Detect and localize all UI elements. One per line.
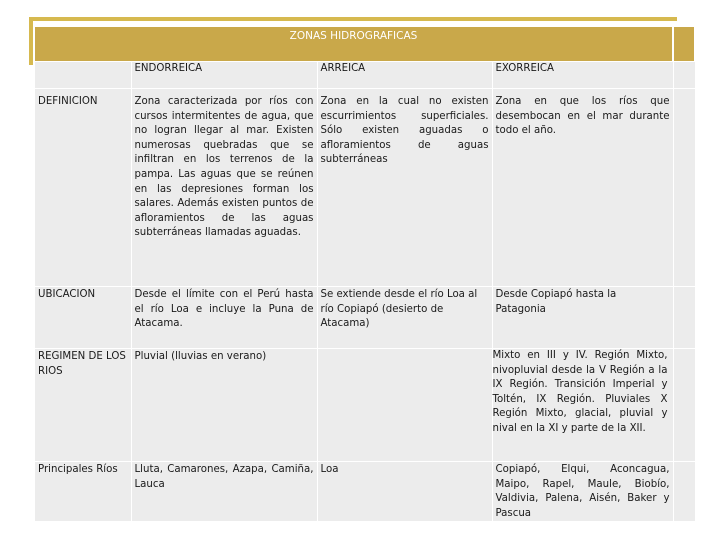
cell-endorreica: Pluvial (lluvias en verano)	[131, 349, 317, 462]
row-label: UBICACION	[35, 287, 131, 349]
cell-exorreica: Desde Copiapó hasta la Patagonia	[492, 287, 673, 349]
title-bracket-top	[29, 17, 677, 21]
header-extra	[673, 62, 695, 89]
exorreica-regimen-text: Mixto en III y IV. Región Mixto, nivopluvial desde la V Región a la IX Región. Transición Imperial y Toltén, IX Región. Pluviales X Región Mixto, glacial, pluvial y nival en la XI y parte de la XII.	[492, 350, 668, 434]
cell-arreica	[317, 349, 492, 462]
table-title-bar	[35, 27, 672, 61]
cell-exorreica: Zona en que los ríos que desembocan en el mar durante todo el año.	[492, 89, 673, 287]
row-regimen	[35, 349, 695, 462]
row-label: REGIMEN DE LOS RIOS	[35, 349, 131, 462]
header-row	[35, 62, 695, 89]
title-bar-tail	[674, 27, 694, 61]
header-exorreica: EXORREICA	[492, 62, 673, 89]
cell-endorreica: Desde el límite con el Perú hasta el río Loa e incluye la Puna de Atacama.	[131, 287, 317, 349]
cell-extra	[673, 349, 695, 462]
title-bracket-left	[29, 17, 33, 65]
header-cell-empty	[35, 62, 131, 89]
cell-endorreica: Zona caracterizada por ríos con cursos intermitentes de agua, que no logran llegar al mar. Existen numerosas quebradas que se infiltran en los terrenos de la pampa. Las aguas que se reúnen en las depresiones forman los salares. Además existen puntos de afloramientos de las aguas subterráneas llamadas aguadas.	[131, 89, 317, 287]
row-ubicacion	[35, 287, 695, 349]
row-definicion	[35, 89, 695, 287]
cell-extra	[673, 462, 695, 522]
row-principales	[35, 462, 695, 522]
header-endorreica: ENDORREICA	[131, 62, 317, 89]
table-title: ZONAS HIDROGRAFICAS	[289, 30, 418, 42]
cell-exorreica: Copiapó, Elqui, Aconcagua, Maipo, Rapel, Maule, Biobío, Valdivia, Palena, Aisén, Baker y Pascua	[492, 462, 673, 522]
zonas-table	[35, 62, 696, 522]
header-arreica: ARREICA	[317, 62, 492, 89]
row-label: DEFINICION	[35, 89, 131, 287]
row-label: Principales Ríos	[35, 462, 131, 522]
cell-extra	[673, 89, 695, 287]
cell-exorreica	[492, 349, 673, 462]
cell-arreica: Se extiende desde el río Loa al río Copiapó (desierto de Atacama)	[317, 287, 492, 349]
cell-endorreica: Lluta, Camarones, Azapa, Camiña, Lauca	[131, 462, 317, 522]
cell-arreica: Zona en la cual no existen escurrimientos superficiales. Sólo existen aguadas o afloramientos de aguas subterráneas	[317, 89, 492, 287]
cell-extra	[673, 287, 695, 349]
cell-arreica: Loa	[317, 462, 492, 522]
